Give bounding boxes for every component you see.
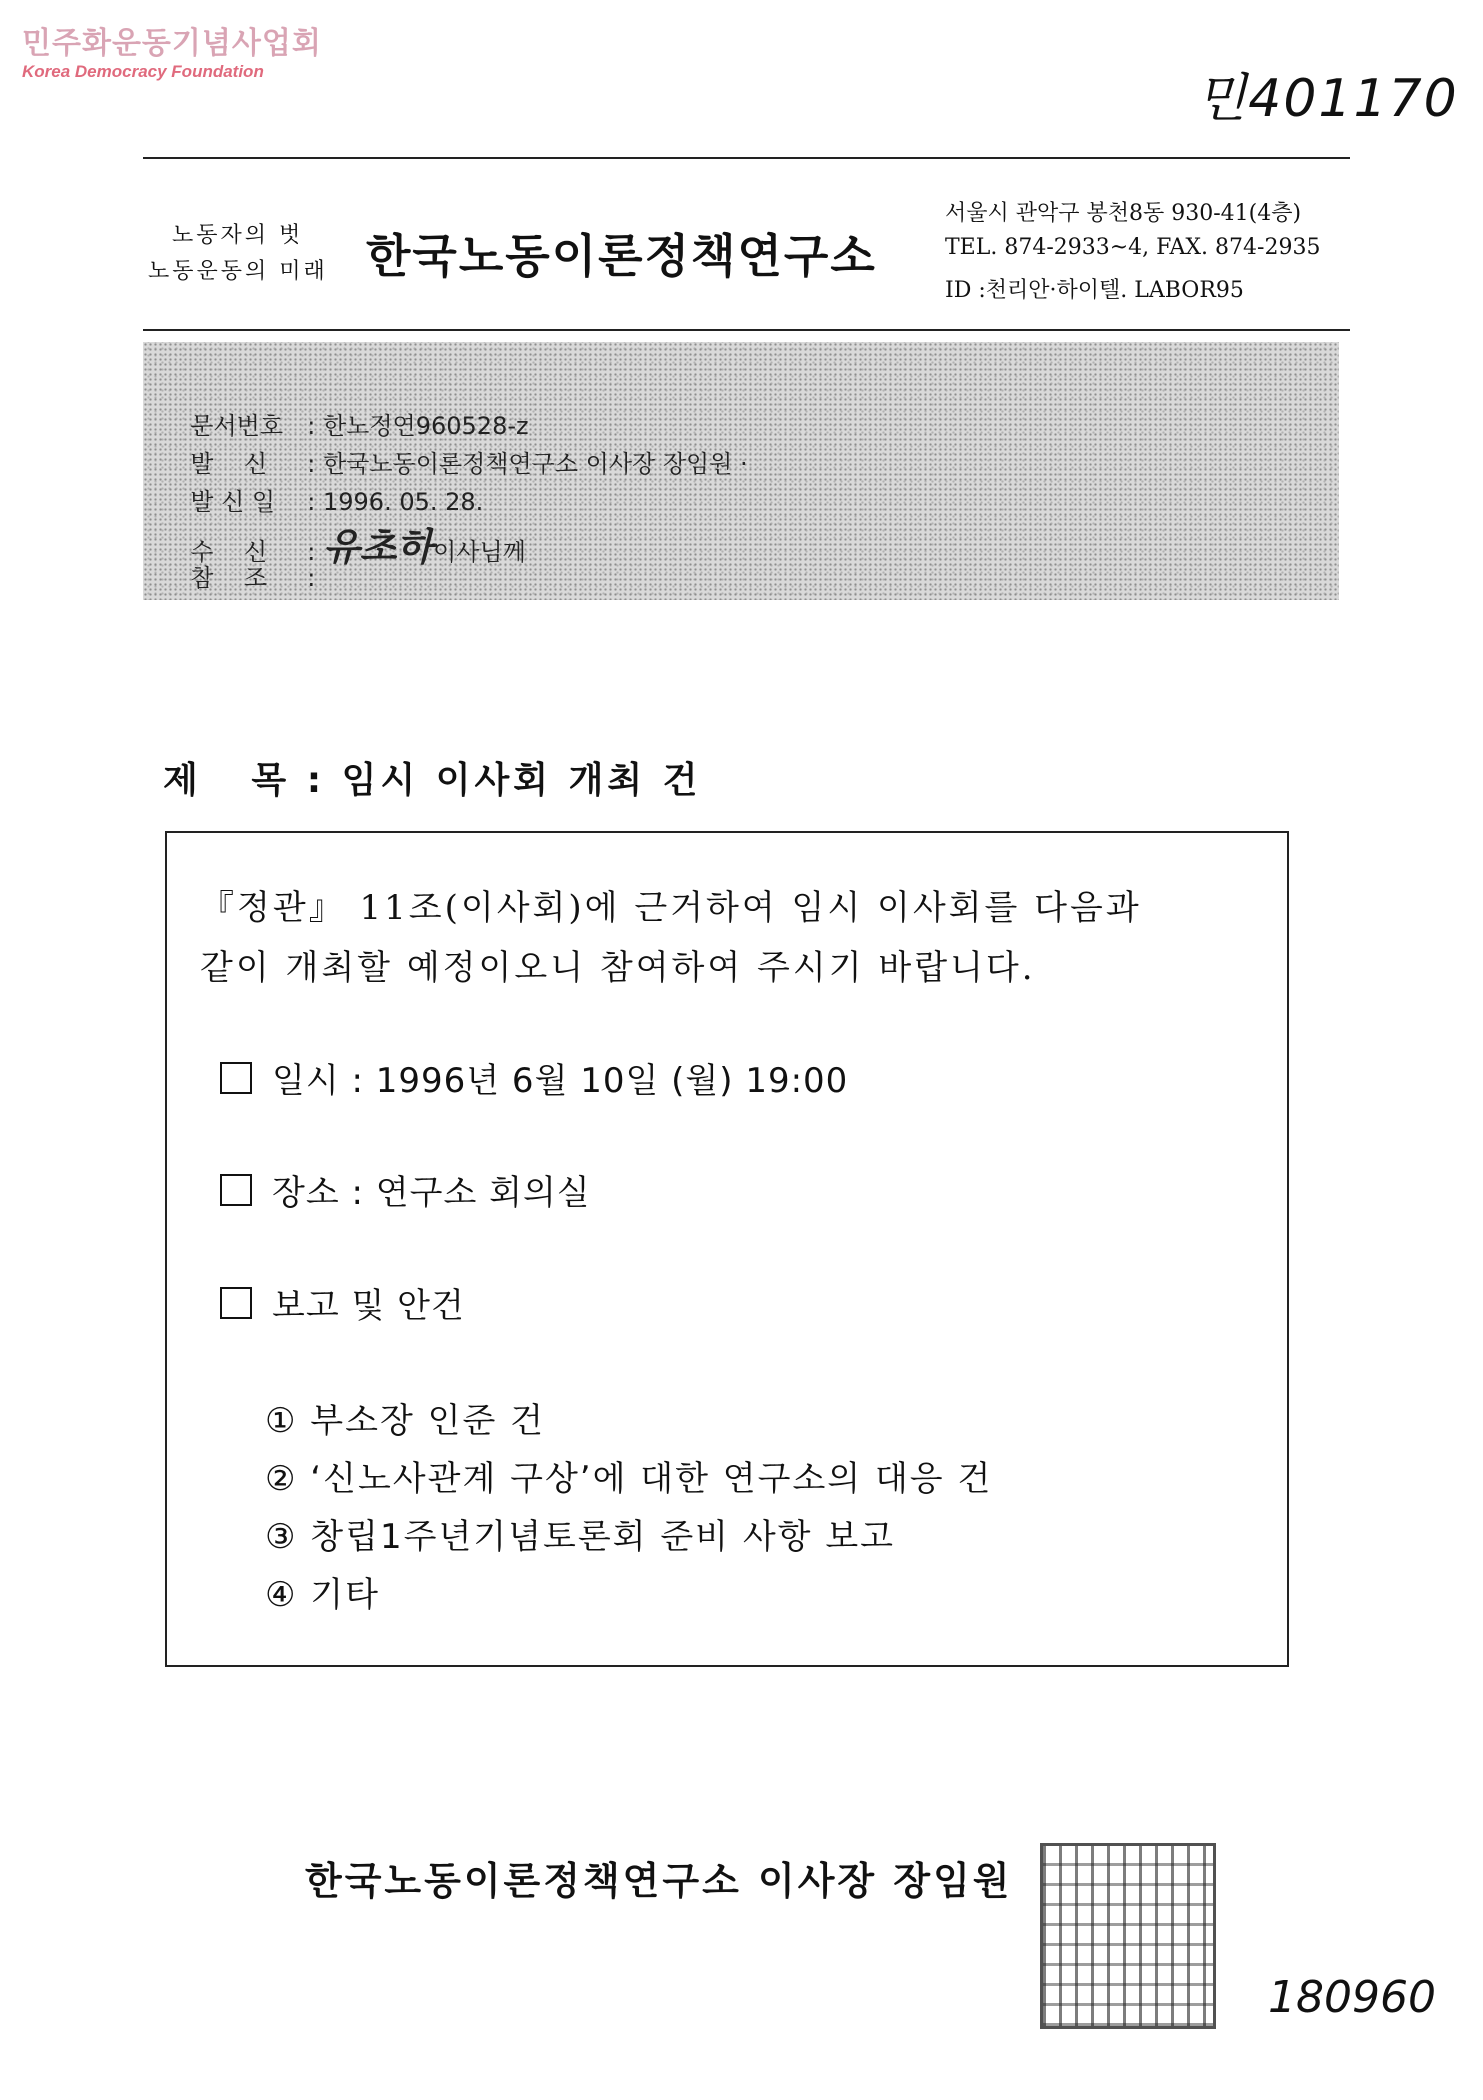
place-item xyxy=(220,1165,591,1214)
tel-fax: TEL. 874-2933~4, FAX. 874-2935 xyxy=(945,235,1321,260)
checkbox-icon xyxy=(220,1062,252,1094)
meta-date: 발 신 일 : 1996. 05. 28. xyxy=(175,454,483,517)
handwritten-number: 180960 xyxy=(1268,1972,1436,2023)
intro-line-1: 『정관』 11조(이사회)에 근거하여 임시 이사회를 다음과 xyxy=(200,888,1142,928)
footer-signature: 한국노동이론정책연구소 이사장 장임원 xyxy=(305,1859,1013,1903)
organization-name: 한국노동이론정책연구소 xyxy=(366,229,877,283)
intro-line-2: 같이 개최할 예정이오니 참여하여 주시기 바랍니다. xyxy=(200,948,1036,988)
subject-label: 제 목 xyxy=(163,760,291,801)
subject-text: 임시 이사회 개최 건 xyxy=(341,760,702,801)
agenda-item: ② ‘신노사관계 구상’에 대한 연구소의 대응 건 xyxy=(265,1459,993,1499)
slogan-line-1: 노동자의 벗 xyxy=(172,223,304,248)
sender-value: 한국노동이론정책연구소 이사장 장임원 xyxy=(322,450,733,478)
slogan-line-2: 노동운동의 미래 xyxy=(148,259,328,284)
datetime-item xyxy=(220,1053,848,1102)
top-rule xyxy=(143,157,1350,159)
agenda-title-item xyxy=(220,1278,465,1327)
doc-number-value: 한노정연960528-z xyxy=(322,412,529,440)
doc-number-label: 문서번호 xyxy=(190,412,284,440)
date-label: 발 신 일 xyxy=(190,488,276,516)
meta-sender: 발 신 : 한국노동이론정책연구소 이사장 장임원 · xyxy=(175,416,748,479)
official-seal-stamp xyxy=(1040,1843,1216,2029)
agenda-item: ③ 창립1주년기념토론회 준비 사항 보고 xyxy=(265,1517,896,1557)
recipient-suffix: 이사님께 xyxy=(433,538,526,566)
meta-doc-number: 문서번호 : 한노정연960528-z xyxy=(175,378,529,441)
agenda-title-text: 보고 및 안건 xyxy=(272,1286,465,1326)
archive-name-english: Korea Democracy Foundation xyxy=(22,62,264,81)
archive-name-korean: 민주화운동기념사업회 xyxy=(22,26,322,61)
checkbox-icon xyxy=(220,1174,252,1206)
recipient-label: 수 신 xyxy=(190,538,268,566)
cc-label: 참 조 xyxy=(190,564,268,592)
handwritten-doc-code: 민401170 xyxy=(1196,69,1459,129)
place-text: 장소 : 연구소 회의실 xyxy=(272,1173,591,1213)
meta-cc: 참 조 : xyxy=(175,530,315,593)
datetime-text: 일시 : 1996년 6월 10일 (월) 19:00 xyxy=(272,1061,849,1101)
meta-recipient: 수 신 : 유초하이사님께 xyxy=(190,524,526,569)
agenda-item: ④ 기타 xyxy=(265,1575,380,1615)
address: 서울시 관악구 봉천8동 930-41(4층) xyxy=(945,201,1302,226)
sender-label: 발 신 xyxy=(190,450,268,478)
recipient-handwritten: 유초하 xyxy=(322,524,434,569)
date-value: 1996. 05. 28. xyxy=(322,488,484,516)
online-id: ID :천리안·하이텔. LABOR95 xyxy=(945,278,1244,303)
letterhead-rule xyxy=(143,329,1350,331)
agenda-item: ① 부소장 인준 건 xyxy=(265,1401,545,1441)
subject-line: 제 목 : 임시 이사회 개최 건 xyxy=(163,760,702,801)
checkbox-icon xyxy=(220,1287,252,1319)
